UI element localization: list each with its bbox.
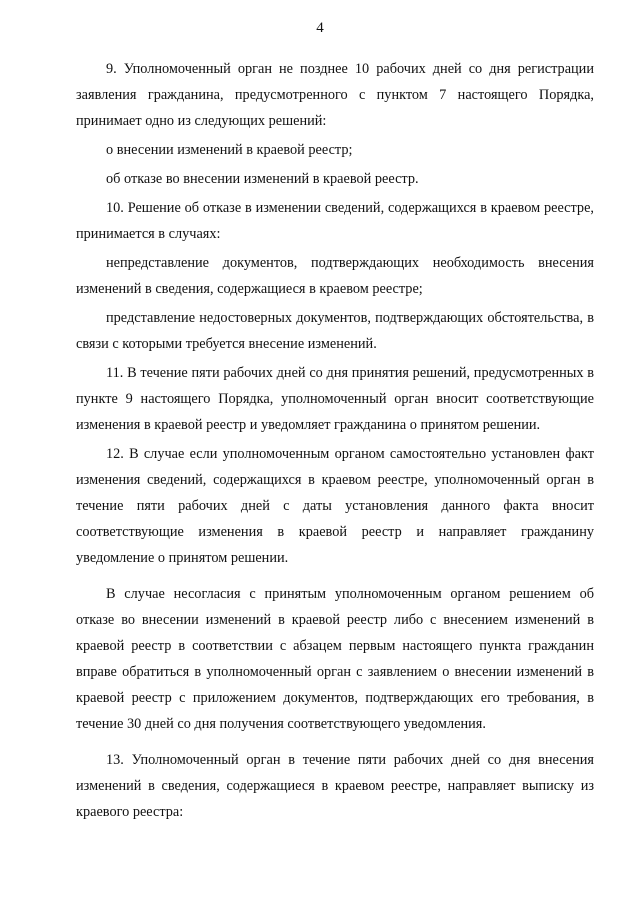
page-number: 4	[316, 20, 324, 36]
paragraph-decision-refuse: об отказе во внесении изменений в краевой реестр.	[106, 171, 419, 187]
paragraph-disagreement: В случае несогласия с принятым уполномоченным органом решением об отказе во внесении изменений в краевой реестр либо с внесением изменений в краевой реестр в соответствии с абзацем первым настоящего пункта гражданин вправе обратиться в уполномоченный орган с заявлением о внесении изменений в краевой реестр с приложением документов, подтверждающих его требования, в течение 30 дней со дня получения соответствующего уведомления.	[76, 586, 594, 732]
paragraph-item-11: 11. В течение пяти рабочих дней со дня принятия решений, предусмотренных в пункте 9 настоящего Порядка, уполномоченный орган вносит соответствующие изменения в краевой реестр и уведомляет гражданина о принятом решении.	[76, 365, 594, 433]
document-body	[76, 56, 594, 825]
paragraph-item-9: 9. Уполномоченный орган не позднее 10 рабочих дней со дня регистрации заявления гражданина, предусмотренного с пунктом 7 настоящего Порядка, принимает одно из следующих решений:	[76, 61, 594, 129]
paragraph-item-12: 12. В случае если уполномоченным органом самостоятельно установлен факт изменения сведений, содержащихся в краевом реестре, уполномоченный орган в течение пяти рабочих дней с даты установления данного факта вносит соответствующие изменения в краевой реестр и направляет гражданину уведомление о принятом решении.	[76, 446, 594, 566]
paragraph-case-nonsubmission: непредставление документов, подтверждающих необходимость внесения изменений в сведения, содержащиеся в краевом реестре;	[76, 255, 594, 297]
paragraph-item-10: 10. Решение об отказе в изменении сведений, содержащихся в краевом реестре, принимается в случаях:	[76, 200, 594, 242]
paragraph-case-invalid-documents: представление недостоверных документов, подтверждающих обстоятельства, в связи с которыми требуется внесение изменений.	[76, 310, 594, 352]
paragraph-decision-amend: о внесении изменений в краевой реестр;	[106, 142, 353, 158]
paragraph-item-13: 13. Уполномоченный орган в течение пяти рабочих дней со дня внесения изменений в сведения, содержащиеся в краевом реестре, направляет выписку из краевого реестра:	[76, 752, 594, 820]
